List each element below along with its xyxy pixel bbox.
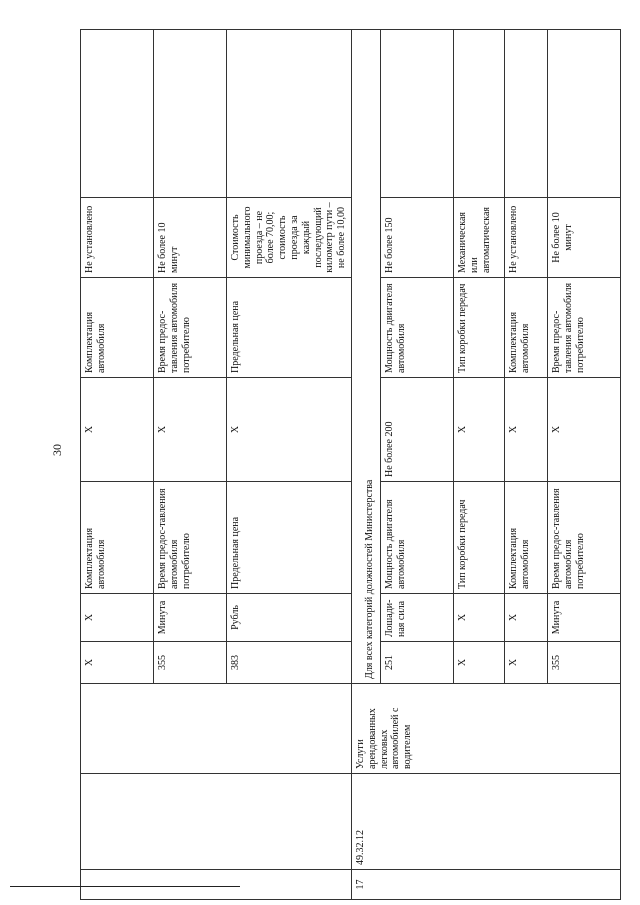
cell-value: Механическая или автоматическая <box>453 198 504 278</box>
cell-row-number: 17 <box>351 870 620 900</box>
cell-unit: Х <box>504 594 547 642</box>
cell-characteristic: Время предос-тавления автомобиля потребителю <box>154 482 227 594</box>
cell-empty <box>453 30 504 198</box>
cell-characteristic: Комплектация автомобиля <box>504 278 547 378</box>
cell-value: Не установлено <box>504 198 547 278</box>
cell-value: Не установлено <box>81 198 154 278</box>
cell-empty <box>154 30 227 198</box>
cell-characteristic: Время предос-тавления автомобиля потребителю <box>154 278 227 378</box>
cell-characteristic: Предельная цена <box>227 482 352 594</box>
cell-value: Х <box>504 378 547 482</box>
cell-empty <box>504 30 547 198</box>
page-number: 30 <box>49 444 64 456</box>
cell-empty <box>81 870 154 900</box>
footnote-separator <box>10 886 240 887</box>
cell-unit: Лошади-ная сила <box>380 594 453 642</box>
cell-characteristic: Мощность двигателя автомобиля <box>380 482 453 594</box>
cell-code: 383 <box>227 642 352 684</box>
cell-value: Не более 10 минут <box>154 198 227 278</box>
cell-code: Х <box>504 642 547 684</box>
cell-empty <box>81 684 154 774</box>
cell-empty <box>81 774 154 870</box>
cell-code: 355 <box>547 642 620 684</box>
rotated-table-container <box>80 30 612 900</box>
cell-empty <box>227 684 352 774</box>
cell-value: Х <box>227 378 352 482</box>
cell-value: Х <box>547 378 620 482</box>
cell-code: Х <box>453 642 504 684</box>
cell-unit: Рубль <box>227 594 352 642</box>
cell-value: Х <box>453 378 504 482</box>
cell-okpd-code: 49.32.12 <box>351 774 620 870</box>
table-row <box>351 30 362 900</box>
cell-characteristic: Тип коробки передач <box>453 278 504 378</box>
cell-unit: Х <box>81 594 154 642</box>
cell-code: 251 <box>380 642 453 684</box>
cell-code: 355 <box>154 642 227 684</box>
table-row <box>154 30 227 900</box>
cell-value: Не более 150 <box>380 198 453 278</box>
cell-empty <box>154 684 227 774</box>
cell-characteristic: Мощность двигателя автомобиля <box>380 278 453 378</box>
cell-value: Х <box>154 378 227 482</box>
cell-empty <box>154 870 227 900</box>
cell-empty <box>547 30 620 198</box>
cell-empty <box>227 774 352 870</box>
cell-characteristic: Время предос-тавления автомобиля потребителю <box>547 278 620 378</box>
cell-characteristic: Комплектация автомобиля <box>81 278 154 378</box>
requirements-table <box>80 29 621 900</box>
cell-product-name: Услуги арендованных легковых автомобилей с водителем <box>351 684 620 774</box>
cell-unit: Х <box>453 594 504 642</box>
cell-strip <box>351 30 362 684</box>
cell-unit: Минута <box>547 594 620 642</box>
cell-value: Не более 200 <box>380 378 453 482</box>
cell-characteristic: Комплектация автомобиля <box>504 482 547 594</box>
cell-empty <box>380 30 453 198</box>
cell-empty <box>227 870 352 900</box>
cell-unit: Минута <box>154 594 227 642</box>
table-row <box>227 30 352 900</box>
cell-value: Не более 10 минут <box>547 198 620 278</box>
cell-empty <box>154 774 227 870</box>
cell-value: Х <box>81 378 154 482</box>
cell-value: Стоимость минимального проезда – не более 70,00; стоимость проезда за каждый последующий километр пути – не более 10,00 <box>227 198 352 278</box>
cell-characteristic: Время предос-тавления автомобиля потребителю <box>547 482 620 594</box>
cell-characteristic: Комплектация автомобиля <box>81 482 154 594</box>
cell-code: Х <box>81 642 154 684</box>
cell-empty <box>81 30 154 198</box>
cell-empty <box>227 30 352 198</box>
table-row <box>81 30 154 900</box>
cell-characteristic: Тип коробки передач <box>453 482 504 594</box>
category-heading: Для всех категорий должностей Министерства <box>362 30 381 684</box>
cell-characteristic: Предельная цена <box>227 278 352 378</box>
